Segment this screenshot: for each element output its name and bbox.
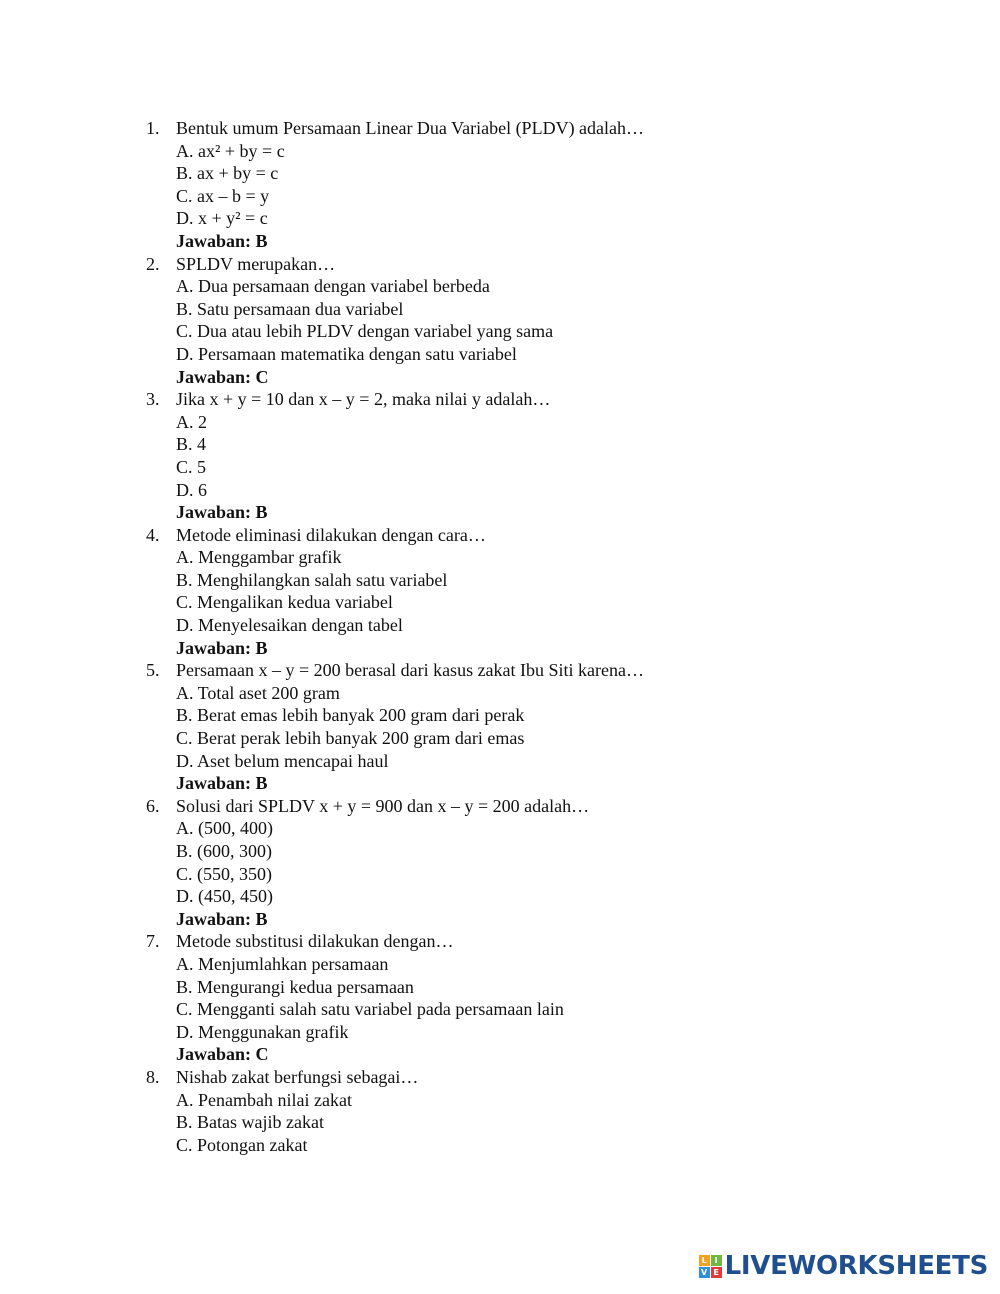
answer-key: Jawaban: B [176, 230, 268, 251]
answer-option: D. x + y² = c [176, 208, 268, 229]
question-item [146, 795, 926, 931]
logo-letter: V [699, 1267, 710, 1278]
logo-letter: I [711, 1255, 722, 1266]
answer-option: D. (450, 450) [176, 886, 273, 907]
question-item [146, 1066, 926, 1156]
answer-option: A. Dua persamaan dengan variabel berbeda [176, 276, 490, 297]
answer-option: D. Menggunakan grafik [176, 1021, 349, 1042]
answer-key: Jawaban: C [176, 366, 269, 387]
answer-option: C. 5 [176, 456, 207, 477]
question-text: Metode substitusi dilakukan dengan… [176, 931, 454, 952]
question-number: 5. [146, 660, 160, 681]
question-item [146, 253, 926, 389]
answer-option: B. 4 [176, 434, 207, 455]
question-text: Nishab zakat berfungsi sebagai… [176, 1066, 419, 1087]
question-line [146, 659, 926, 682]
question-text: SPLDV merupakan… [176, 253, 336, 274]
answer-option: C. Potongan zakat [176, 1134, 308, 1155]
answer-option: A. Penambah nilai zakat [176, 1089, 352, 1110]
question-line [146, 1066, 926, 1089]
answer-option: C. (550, 350) [176, 863, 272, 884]
question-line [146, 117, 926, 140]
logo-text: LIVEWORKSHEETS [724, 1251, 988, 1281]
question-line [146, 253, 926, 276]
question-number: 4. [146, 524, 160, 545]
answer-option: D. Persamaan matematika dengan satu variabel [176, 343, 517, 364]
question-text: Persamaan x – y = 200 berasal dari kasus zakat Ibu Siti karena… [176, 660, 645, 681]
answer-option: C. Mengalikan kedua variabel [176, 592, 393, 613]
answer-option: B. Menghilangkan salah satu variabel [176, 569, 448, 590]
answer-option: A. Menggambar grafik [176, 547, 342, 568]
answer-option: A. 2 [176, 411, 207, 432]
answer-option: A. ax² + by = c [176, 140, 285, 161]
answer-option: C. ax – b = y [176, 185, 270, 206]
answer-option: A. (500, 400) [176, 818, 273, 839]
answer-option: D. Menyelesaikan dengan tabel [176, 615, 403, 636]
answer-option: C. Mengganti salah satu variabel pada persamaan lain [176, 999, 564, 1020]
answer-key: Jawaban: B [176, 637, 268, 658]
question-text: Bentuk umum Persamaan Linear Dua Variabel (PLDV) adalah… [176, 118, 645, 138]
answer-option: B. Berat emas lebih banyak 200 gram dari perak [176, 705, 525, 726]
logo-mark [699, 1255, 722, 1278]
question-item [146, 524, 926, 660]
answer-option: B. (600, 300) [176, 841, 272, 861]
question-item [146, 659, 926, 795]
question-number: 6. [146, 795, 160, 816]
liveworksheets-logo [699, 1250, 988, 1282]
question-text: Metode eliminasi dilakukan dengan cara… [176, 524, 486, 545]
question-item [146, 388, 926, 524]
question-text: Solusi dari SPLDV x + y = 900 dan x – y = 200 adalah… [176, 795, 590, 816]
answer-option: D. 6 [176, 479, 207, 500]
logo-letter: L [699, 1255, 710, 1266]
answer-option: A. Total aset 200 gram [176, 682, 340, 703]
question-number: 1. [146, 118, 160, 138]
question-number: 2. [146, 253, 160, 274]
question-list [146, 117, 926, 1156]
question-number: 3. [146, 389, 160, 410]
logo-letter: E [711, 1267, 722, 1278]
question-text: Jika x + y = 10 dan x – y = 2, maka nilai y adalah… [176, 389, 551, 410]
answer-option: B. Mengurangi kedua persamaan [176, 976, 414, 997]
question-item [146, 117, 926, 253]
answer-option: C. Dua atau lebih PLDV dengan variabel yang sama [176, 321, 554, 342]
answer-key: Jawaban: C [176, 1044, 269, 1065]
answer-key: Jawaban: B [176, 773, 268, 794]
answer-option: B. Satu persamaan dua variabel [176, 298, 404, 319]
question-line [146, 524, 926, 547]
answer-key: Jawaban: B [176, 908, 268, 929]
answer-option: B. ax + by = c [176, 163, 279, 184]
question-number: 7. [146, 931, 160, 952]
answer-option: B. Batas wajib zakat [176, 1112, 324, 1133]
answer-option: A. Menjumlahkan persamaan [176, 953, 389, 974]
question-item [146, 930, 926, 1066]
question-line [146, 795, 926, 818]
answer-key: Jawaban: B [176, 502, 268, 523]
answer-option: D. Aset belum mencapai haul [176, 750, 389, 771]
question-number: 8. [146, 1066, 160, 1087]
question-line [146, 930, 926, 953]
question-line [146, 388, 926, 411]
answer-option: C. Berat perak lebih banyak 200 gram dari emas [176, 728, 525, 749]
